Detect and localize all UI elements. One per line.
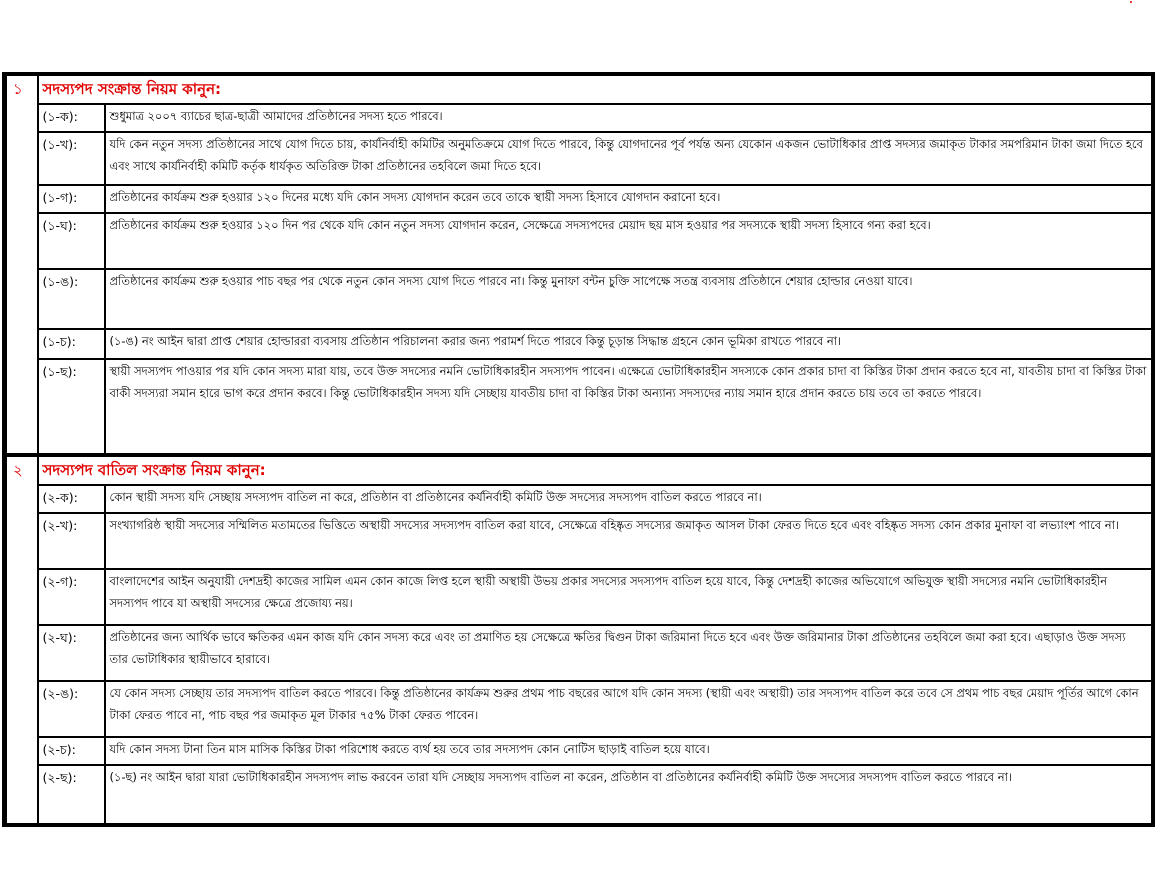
rule-row <box>5 269 1154 329</box>
section-number: ২ <box>13 461 23 479</box>
rule-label: (২-ঙ): <box>42 686 79 701</box>
red-mark <box>1130 1 1132 3</box>
rule-row <box>5 213 1154 269</box>
rule-row <box>5 625 1154 681</box>
rule-text: (১-ছ) নং আইন দ্বারা যারা ভোটাধিকারহীন সদস্যপদ লাভ করবেন তারা যদি সেচ্ছায় সদস্যপদ বাতিল না করেন, প্রতিষ্ঠান বা প্রতিষ্ঠানের কর্যনির্বাহী কমিটি উক্ত সদস্যের সদস্যপদ বাতিল করতে পারবে না। <box>109 770 1012 784</box>
rule-row <box>5 513 1154 569</box>
section-title: সদস্যপদ বাতিল সংক্রান্ত নিয়ম কানুন: <box>42 461 266 479</box>
rule-label: (২-ছ): <box>42 770 77 785</box>
rule-text: প্রতিষ্ঠানের কার্যক্রম শুরু হওয়ার পাচ বছর পর থেকে নতুন কোন সদস্য যোগ দিতে পারবে না। কিন্তু মুনাফা বন্টন চুক্তি সাপেক্ষে সতন্ত্র ব্যবসায় প্রতিষ্ঠানে শেয়ার হোল্ডার নেওয়া যাবে। <box>109 274 913 288</box>
section-header-2 <box>5 455 1154 485</box>
section-number: ১ <box>13 80 23 98</box>
section-header-1 <box>5 74 1154 104</box>
section-number-cell <box>5 455 38 825</box>
rule-label: (২-ঘ): <box>42 630 77 645</box>
rule-label: (১-ক): <box>42 109 78 124</box>
rule-row <box>5 737 1154 765</box>
rule-text: যদি কেন নতুন সদস্য প্রতিষ্ঠানের সাথে যোগ দিতে চায়, কার্যনির্বাহী কমিটির অনুমতিক্রমে যোগ দিতে পারবে, কিন্তু যোগদানের পূর্ব পর্যন্ত অন্য যেকোন একজন ভোটাধিকার প্রাপ্ত সদস্যর জমাকৃত টাকার সমপরিমান টাকা জমা দিতে হবে এবং সাথে কার্যনির্বাহী কমিটি কর্তৃক ধার্যকৃত অতিরিক্ত টাকা প্রতিষ্ঠানের তহবিলে জমা দিতে হবে। <box>109 137 1143 173</box>
rule-text: কোন স্থায়ী সদস্য যদি সেচ্ছায় সদস্যপদ বাতিল না করে, প্রতিষ্ঠান বা প্রতিষ্ঠানের কর্যনির্বাহী কমিটি উক্ত সদস্যের সদস্যপদ বাতিল করতে পারবে না। <box>109 490 762 504</box>
rule-text: প্রতিষ্ঠানের কার্যক্রম শুরু হওয়ার ১২০ দিন পর থেকে যদি কোন নতুন সদস্য যোগদান করেন, সেক্ষেত্রে সদস্যপদের মেয়াদ ছয় মাস হওয়ার পর সদস্যকে স্থায়ী সদস্য হিসাবে গন্য করা হবে। <box>109 218 931 232</box>
rules-document <box>2 72 1155 827</box>
section-title: সদস্যপদ সংক্রান্ত নিয়ম কানুন: <box>42 80 222 98</box>
rule-row <box>5 104 1154 132</box>
rule-row <box>5 485 1154 513</box>
rule-row <box>5 359 1154 455</box>
rule-label: (১-চ): <box>42 334 76 349</box>
rule-text: প্রতিষ্ঠানের কার্যক্রম শুরু হওয়ার ১২০ দিনের মধ্যে যদি কোন সদস্য যোগদান করেন তবে তাকে স্থায়ী সদস্য হিসাবে যোগদান করানো হবে। <box>109 190 721 204</box>
section-number-cell <box>5 74 38 455</box>
rule-label: (২-খ): <box>42 518 78 533</box>
rule-label: (১-গ): <box>42 190 78 205</box>
rule-text: স্থায়ী সদস্যপদ পাওয়ার পর যদি কোন সদস্য মারা যায়, তবে উক্ত সদস্যের নমনি ভোটাধিকারহীন সদস্যপদ পাবেন। এক্ষেত্রে ভোটাধিকারহীন সদস্যকে কোন প্রকার চাদা বা কিস্তির টাকা প্রদান করতে হবে না, যাবতীয় চাদা বা কিস্তির টাকা বাকী সদস্যরা সমান হারে ভাগ করে প্রদান করবে। কিন্তু ভোটাধিকারহীন সদস্য যদি সেচ্ছায় যাবতীয় চাদা বা কিস্তির টাকা অন্যান্য সদস্যদের ন্যায় সমান হারে প্রদান করতে চায় তবে তা করতে পারবে। <box>109 364 1147 400</box>
rule-row <box>5 765 1154 825</box>
rule-label: (২-ক): <box>42 490 78 505</box>
rule-row <box>5 185 1154 213</box>
rule-row <box>5 132 1154 185</box>
rule-text: যে কোন সদস্য সেচ্ছায় তার সদস্যপদ বাতিল করতে পারবে। কিন্তু প্রতিষ্ঠানের কার্যক্রম শুরুর প্রথম পাচ বছরের আগে যদি কোন সদস্য (স্থায়ী এবং অস্থায়ী) তার সদস্যপদ বাতিল করে তবে সে প্রথম পাচ বছর মেয়াদ পূর্তির আগে কোন টাকা ফেরত পাবে না, পাচ বছর পর জমাকৃত মূল টাকার ৭৫% টাকা ফেরত পাবেন। <box>109 686 1139 722</box>
rule-label: (১-খ): <box>42 137 78 152</box>
rule-row <box>5 681 1154 737</box>
rule-text: বাংলাদেশের আইন অনুযায়ী দেশদ্রহী কাজের সামিল এমন কোন কাজে লিপ্ত হলে স্থায়ী অস্থায়ী উভয় প্রকার সদস্যের সদস্যপদ বাতিল হয়ে যাবে, কিন্তু দেশদ্রহী কাজের অভিযোগে অভিযুক্ত স্থায়ী সদস্যের নমনি ভোটাধিকারহীন সদস্যপদ পাবে যা অস্থায়ী সদস্যের ক্ষেত্রে প্রজোয্য নয়। <box>109 574 1108 610</box>
rule-row <box>5 569 1154 625</box>
rule-text: (১-ঙ) নং আইন দ্বারা প্রাপ্ত শেয়ার হোল্ডাররা ব্যবসায় প্রতিষ্ঠান পরিচালনা করার জন্য পরামর্শ দিতে পারবে কিন্তু চূড়ান্ত সিদ্ধান্ত গ্রহনে কোন ভূমিকা রাখতে পারবে না। <box>109 334 842 348</box>
rule-label: (১-ঘ): <box>42 218 77 233</box>
rule-text: যদি কোন সদস্য টানা তিন মাস মাসিক কিস্তির টাকা পরিশোধ করতে ব্যর্থ হয় তবে তার সদস্যপদ কোন নোটিস ছাড়াই বাতিল হয়ে যাবে। <box>109 742 710 756</box>
rule-text: সংখ্যাগরিষ্ঠ স্থায়ী সদস্যের সম্মিলিত মতামতের ভিত্তিতে অস্থায়ী সদস্যের সদস্যপদ বাতিল করা যাবে, সেক্ষেত্রে বহিষ্কৃত সদস্যের জমাকৃত আসল টাকা ফেরত দিতে হবে এবং বহিষ্কৃত সদস্য কোন প্রকার মুনাফা বা লভ্যাংশ পাবে না। <box>109 518 1119 532</box>
rule-text: শুধুমাত্র ২০০৭ ব্যাচের ছাত্র-ছাত্রী আমাদের প্রতিষ্ঠানের সদস্য হতে পারবে। <box>109 109 443 123</box>
rule-label: (১-ঙ): <box>42 274 79 289</box>
rule-label: (১-ছ): <box>42 364 77 379</box>
rules-table <box>2 72 1155 827</box>
rule-row <box>5 329 1154 359</box>
rule-text: প্রতিষ্ঠানের জন্য আর্থিক ভাবে ক্ষতিকর এমন কাজ যদি কোন সদস্য করে এবং তা প্রমাণিত হয় সেক্ষেত্রে ক্ষতির দ্বিগুন টাকা জরিমানা দিতে হবে এবং উক্ত জরিমানার টাকা প্রতিষ্ঠানের তহবিলে জমা করা হবে। এছাড়াও উক্ত সদস্য তার ভোটাধিকার স্থায়ীভাবে হারাবে। <box>109 630 1126 666</box>
rule-label: (২-চ): <box>42 742 76 757</box>
rule-label: (২-গ): <box>42 574 78 589</box>
